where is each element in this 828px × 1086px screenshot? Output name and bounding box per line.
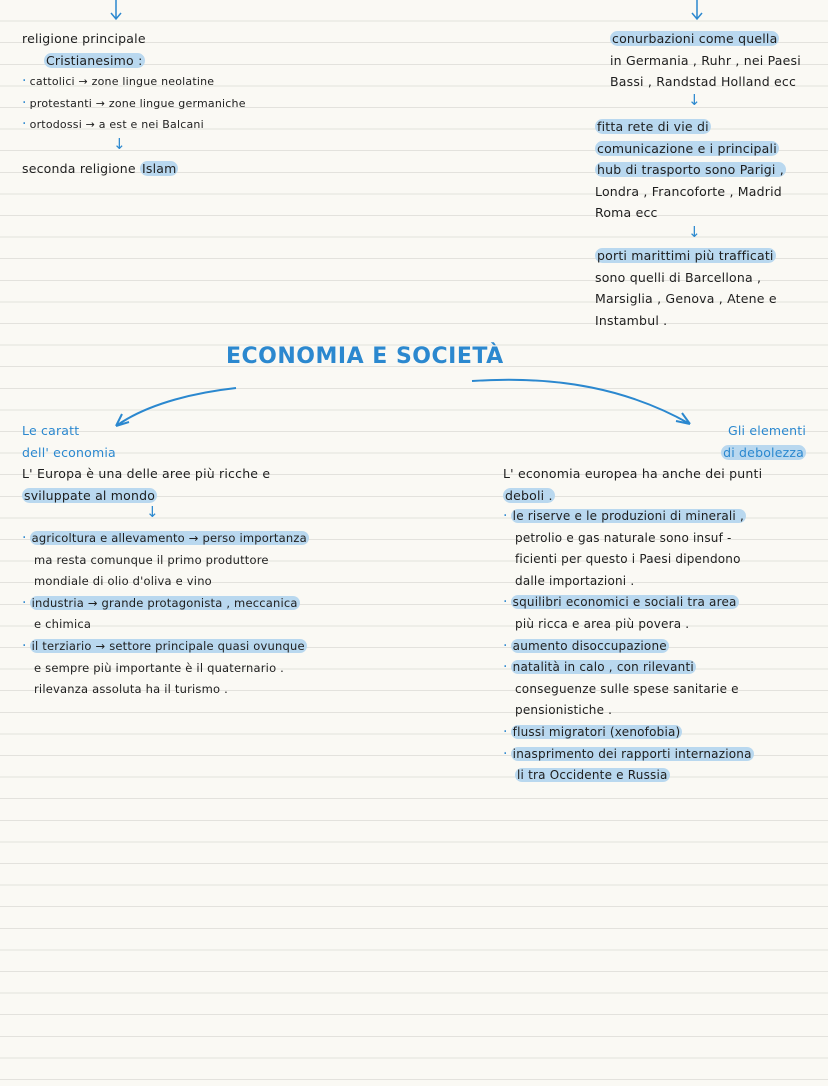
page-title: ECONOMIA E SOCIETÀ [226,344,504,369]
arrow-down-icon: ↓ [146,503,159,521]
arrow-down-icon: ↓ [688,91,701,109]
right-intro-line-1: L' economia europea ha anche dei punti [503,466,763,481]
left-heading [22,420,116,463]
religion-heading: religione principale [22,31,146,46]
right-item-relations-2: li tra Occidente e Russia [517,768,668,783]
transport-line-5: Roma ecc [595,205,658,221]
arrow-down-icon: ↓ [113,135,126,153]
left-item-agriculture-2: ma resta comunque il primo produttore [34,552,269,567]
conurbations-line-2: in Germania , Ruhr , nei Paesi [610,52,801,68]
ports-line-1: porti marittimi più trafficati [597,248,774,263]
right-item-resources-2: petrolio e gas naturale sono insuf - [515,530,732,545]
right-item-unemployment: aumento disoccupazione [512,638,667,653]
right-heading-line-1: Gli elementi [727,423,806,438]
ports-line-3: Marsiglia , Genova , Atene e [595,291,777,307]
left-item-tertiary: il terziario → settore principale quasi ovunque [31,638,305,653]
conurbations-block [610,28,801,93]
transport-line-3: hub di trasporto sono Parigi , [597,162,784,178]
right-item-resources-3: ficienti per questo i Paesi dipendono [515,552,741,567]
conurbations-line-3: Bassi , Randstad Holland ecc [610,74,797,90]
right-item-resources-4: dalle importazioni . [515,573,635,588]
right-intro-line-2: deboli . [505,487,553,503]
second-religion-text: seconda religione [22,161,140,176]
ports-block [595,245,777,331]
left-intro-line-1: L' Europa è una delle aree più ricche e [22,466,271,481]
left-item-industry-2: e chimica [34,617,92,632]
arrow-down-icon: ↓ [688,223,701,241]
ports-line-2: sono quelli di Barcellona , [595,269,762,285]
conurbations-line-1: conurbazioni come quella [612,31,778,46]
right-item-birthrate: natalità in calo , con rilevanti [512,660,694,675]
second-religion [22,158,178,180]
left-heading-line-1: Le caratt [22,423,80,438]
religion-item-catholic: cattolici → zone lingue neolatine [29,75,215,89]
right-heading [690,420,806,463]
left-heading-line-2: dell' economia [22,444,116,460]
left-intro [22,463,270,506]
transport-line-1: fitta rete di vie di [597,119,709,134]
left-intro-line-2: sviluppate al mondo [24,487,156,503]
left-list: · agricoltura e allevamento → perso importanza ma resta comunque il primo produttore mondiale di olio d'oliva e vino · industria → grande protagonista , meccanica e chimica · il terziario → settore principale quasi ovunque e sempre più importante è il quaternario . rilevanza assoluta ha il turismo . [22,528,309,701]
right-item-birthrate-3: pensionistiche . [515,703,613,718]
right-item-birthrate-2: conseguenze sulle spese sanitarie e [515,681,739,696]
religion-block: religione principale Cristianesimo : · cattolici → zone lingue neolatine · protestanti → zone lingue germaniche · ortodossi → a est e nei Balcani [22,28,246,136]
arrow-top-left [111,0,121,19]
arrow-to-left-branch [116,388,236,426]
religion-item-orthodox: ortodossi → a est e nei Balcani [29,118,204,132]
religion-item-protestant: protestanti → zone lingue germaniche [29,96,246,110]
right-intro [503,463,762,506]
right-item-resources: le riserve e le produzioni di minerali , [512,509,744,523]
right-item-relations: inasprimento dei rapporti internaziona [512,746,752,761]
right-item-imbalances-2: più ricca e area più povera . [515,616,690,631]
left-item-tertiary-2: e sempre più importante è il quaternario . [34,660,285,675]
left-item-agriculture: agricoltura e allevamento → perso importanza [31,531,307,545]
right-heading-line-2: di debolezza [723,444,804,460]
christianity-label: Cristianesimo : [46,52,143,68]
ports-line-4: Instambul . [595,312,668,328]
left-item-industry: industria → grande protagonista , meccanica [31,595,298,610]
right-item-migration: flussi migratori (xenofobia) [512,724,681,739]
right-item-imbalances: squilibri economici e sociali tra area [512,595,737,610]
left-item-agriculture-3: mondiale di olio d'oliva e vino [34,574,212,589]
transport-line-4: Londra , Francoforte , Madrid [595,183,782,199]
right-list: · le riserve e le produzioni di minerali , petrolio e gas naturale sono insuf - ficienti per questo i Paesi dipendono dalle importazioni . · squilibri economici e sociali tra area più ricca e area più povera . · aumento disoccupazione · natalità in calo , con rilevanti conseguenze sulle spese sanitarie e pensionistiche . · flussi migratori (xenofobia) · inasprimento dei rapporti internaziona li tra Occidente e Russia [503,508,752,783]
arrow-top-right [692,0,702,19]
islam-label: Islam [141,161,177,176]
left-item-tertiary-3: rilevanza assoluta ha il turismo . [34,682,228,697]
arrow-to-right-branch [472,380,690,424]
transport-line-2: comunicazione e i principali [597,140,777,156]
transport-block [595,116,786,224]
